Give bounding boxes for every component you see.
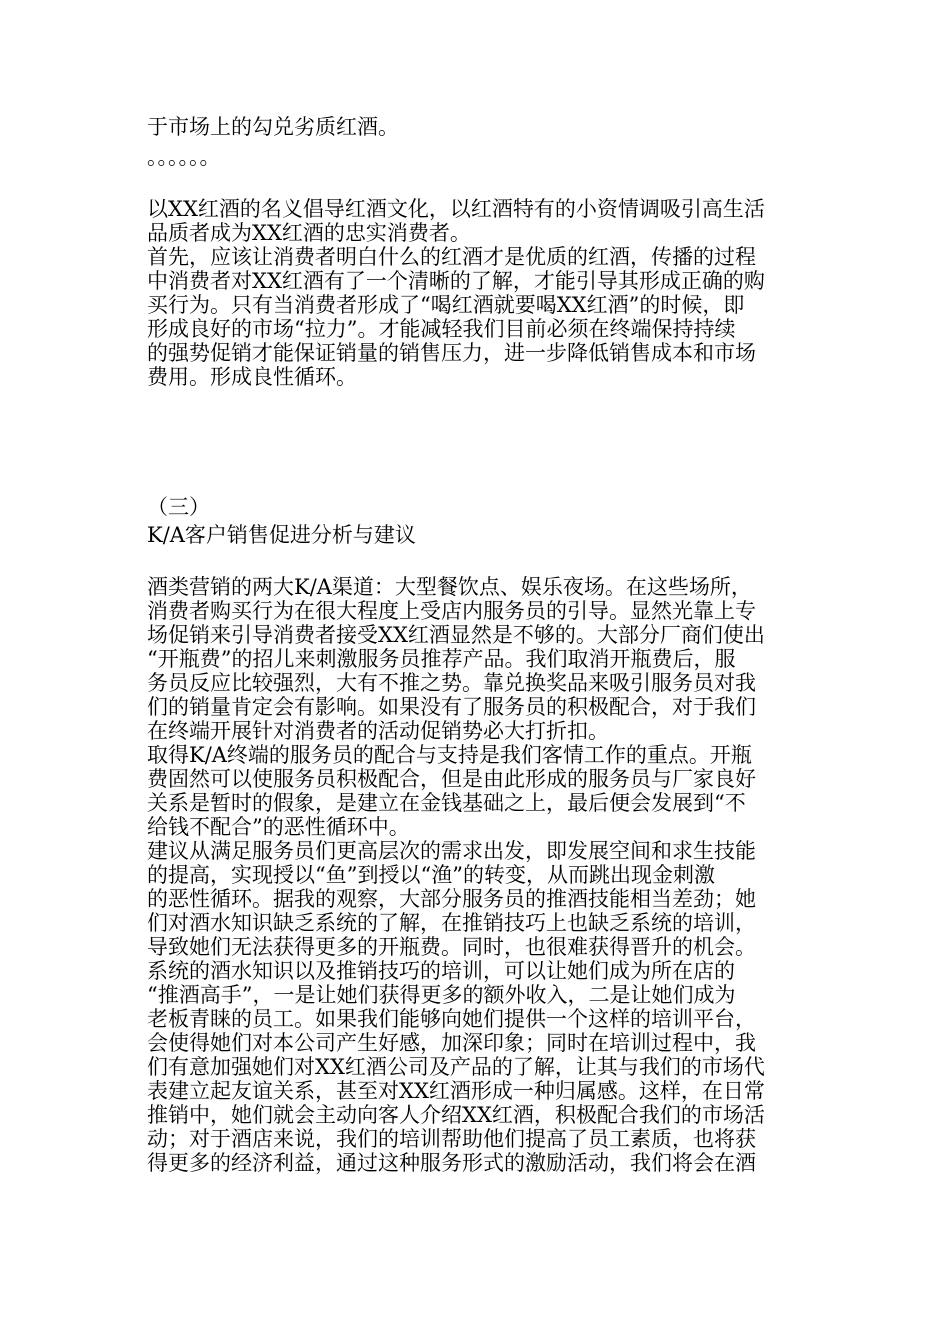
text-line: “开瓶费”的招儿来刺激服务员推荐产品。我们取消开瓶费后，服: [147, 647, 736, 671]
text-line: 。。。。。。: [147, 145, 221, 169]
text-line: 中消费者对XX红酒有了一个清晰的了解，才能引导其形成正确的购: [147, 269, 765, 293]
text-line: 形成良好的市场“拉力”。才能减轻我们目前必须在终端保持持续: [147, 317, 736, 341]
text-line: 给钱不配合”的恶性循环中。: [147, 815, 410, 839]
text-line: 以XX红酒的名义倡导红酒文化，以红酒特有的小资情调吸引高生活: [147, 197, 765, 221]
text-line: “推酒高手”，一是让她们获得更多的额外收入，二是让她们成为: [147, 983, 736, 1007]
text-line: 们的销量肯定会有影响。如果没有了服务员的积极配合，对于我们: [147, 695, 756, 719]
text-line: 在终端开展针对消费者的活动促销势必大打折扣。: [147, 719, 609, 743]
text-line: 动；对于酒店来说，我们的培训帮助他们提高了员工素质，也将获: [147, 1127, 756, 1151]
text-line: 们有意加强她们对XX红酒公司及产品的了解，让其与我们的市场代: [147, 1055, 765, 1079]
text-line: 的强势促销才能保证销量的销售压力，进一步降低销售成本和市场: [147, 341, 756, 365]
text-line: 会使得她们对本公司产生好感，加深印象；同时在培训过程中，我: [147, 1031, 756, 1055]
text-line: 推销中，她们就会主动向客人介绍XX红酒，积极配合我们的市场活: [147, 1103, 765, 1127]
text-line: 费用。形成良性循环。: [147, 365, 357, 389]
text-line: 品质者成为XX红酒的忠实消费者。: [147, 221, 471, 245]
text-line: 买行为。只有当消费者形成了“喝红酒就要喝XX红酒”的时候，即: [147, 293, 745, 317]
text-line: 场促销来引导消费者接受XX红酒显然是不够的。大部分厂商们使出: [147, 623, 765, 647]
text-line: K/A客户销售促进分析与建议: [147, 523, 416, 547]
text-line: 费固然可以使服务员积极配合，但是由此形成的服务员与厂家良好: [147, 767, 756, 791]
text-line: 系统的酒水知识以及推销技巧的培训，可以让她们成为所在店的: [147, 959, 735, 983]
text-line: 于市场上的勾兑劣质红酒。: [147, 115, 399, 139]
text-line: 酒类营销的两大K/A渠道：大型餐饮点、娱乐夜场。在这些场所，: [147, 575, 752, 599]
text-line: 的提高，实现授以“鱼”到授以“渔”的转变，从而跳出现金刺激: [147, 863, 715, 887]
text-line: 取得K/A终端的服务员的配合与支持是我们客情工作的重点。开瓶: [147, 743, 752, 767]
text-line: 表建立起友谊关系，甚至对XX红酒形成一种归属感。这样，在日常: [147, 1079, 765, 1103]
text-line: 的恶性循环。据我的观察，大部分服务员的推酒技能相当差劲；她: [147, 887, 756, 911]
text-line: 老板青睐的员工。如果我们能够向她们提供一个这样的培训平台，: [147, 1007, 756, 1031]
text-line: 们对酒水知识缺乏系统的了解，在推销技巧上也缺乏系统的培训，: [147, 911, 756, 935]
text-line: 务员反应比较强烈，大有不推之势。靠兑换奖品来吸引服务员对我: [147, 671, 756, 695]
text-line: 建议从满足服务员们更高层次的需求出发，即发展空间和求生技能: [147, 839, 756, 863]
text-line: 关系是暂时的假象，是建立在金钱基础之上，最后便会发展到“不: [147, 791, 746, 815]
text-line: 消费者购买行为在很大程度上受店内服务员的引导。显然光靠上专: [147, 599, 756, 623]
text-line: 首先，应该让消费者明白什么的红酒才是优质的红酒，传播的过程: [147, 245, 756, 269]
text-line: 得更多的经济利益，通过这种服务形式的激励活动，我们将会在酒: [147, 1151, 756, 1175]
text-line: （三）: [147, 495, 210, 519]
text-line: 导致她们无法获得更多的开瓶费。同时，也很难获得晋升的机会。: [147, 935, 756, 959]
